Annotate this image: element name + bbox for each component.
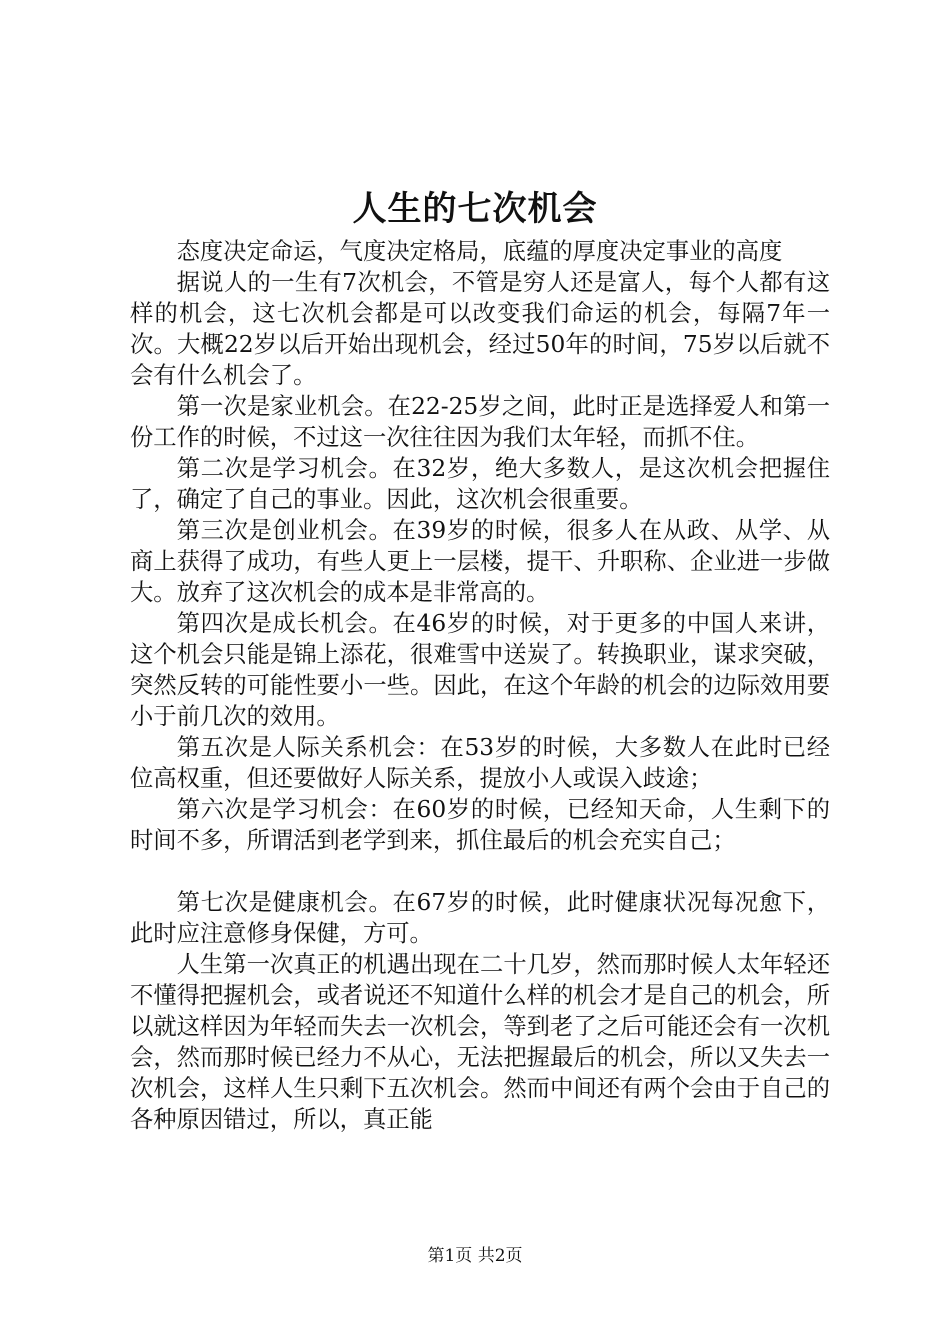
paragraph-conclusion: 人生第一次真正的机遇出现在二十几岁，然而那时候人太年轻还不懂得把握机会，或者说还不知道什么样的机会才是自己的机会，所以就这样因为年轻而失去一次机会，等到老了之后可能还会有一次机会，然而那时候已经力不从心，无法把握最后的机会，所以又失去一次机会，这样人生只剩下五次机会。然而中间还有两个会由于自己的各种原因错过，所以，真正能 xyxy=(130,951,830,1133)
paragraph-intro: 据说人的一生有7次机会，不管是穷人还是富人，每个人都有这样的机会，这七次机会都是可以改变我们命运的机会，每隔7年一次。大概22岁以后开始出现机会，经过50年的时间，75岁以后就不会有什么机会了。 xyxy=(130,269,830,389)
page-footer: 第1页 共2页 xyxy=(427,1246,523,1266)
paragraph-motto: 态度决定命运，气度决定格局，底蕴的厚度决定事业的高度 xyxy=(176,238,783,265)
paragraph-first-chance: 第一次是家业机会。在22-25岁之间，此时正是选择爱人和第一份工作的时候，不过这一次往往因为我们太年轻，而抓不住。 xyxy=(130,393,830,451)
article-body xyxy=(130,236,830,1135)
paragraph-fifth-chance: 第五次是人际关系机会：在53岁的时候，大多数人在此时已经位高权重，但还要做好人际关系，提放小人或误入歧途； xyxy=(130,734,830,792)
paragraph-sixth-chance: 第六次是学习机会：在60岁的时候，已经知天命，人生剩下的时间不多，所谓活到老学到来，抓住最后的机会充实自己； xyxy=(130,796,830,854)
paragraph-second-chance: 第二次是学习机会。在32岁，绝大多数人，是这次机会把握住了，确定了自己的事业。因此，这次机会很重要。 xyxy=(130,455,830,513)
page-title: 人生的七次机会 xyxy=(352,189,598,229)
paragraph-seventh-chance: 第七次是健康机会。在67岁的时候，此时健康状况每况愈下，此时应注意修身保健，方可。 xyxy=(130,889,830,947)
paragraph-fourth-chance: 第四次是成长机会。在46岁的时候，对于更多的中国人来讲，这个机会只能是锦上添花，很难雪中送炭了。转换职业，谋求突破，突然反转的可能性要小一些。因此，在这个年龄的机会的边际效用要小于前几次的效用。 xyxy=(130,610,830,730)
paragraph-third-chance: 第三次是创业机会。在39岁的时候，很多人在从政、从学、从商上获得了成功，有些人更上一层楼，提干、升职称、企业进一步做大。放弃了这次机会的成本是非常高的。 xyxy=(130,517,830,606)
